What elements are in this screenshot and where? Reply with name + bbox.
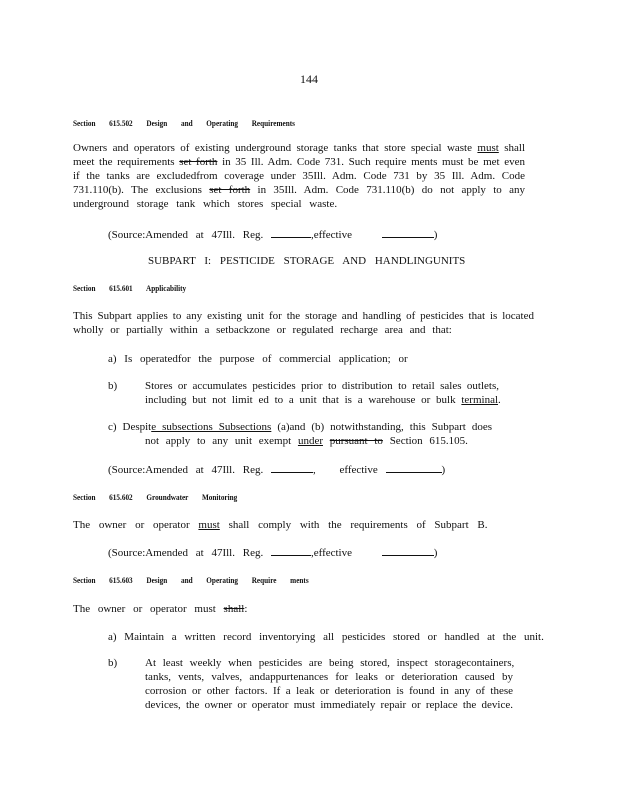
line: wholly or partially within a setbackzone or regulated recharge area and that: [73, 324, 452, 336]
line: tanks, vents, valves, andappurtenances for leaks or deterioration caused by [145, 671, 513, 683]
text: The owner or operator must [73, 603, 224, 615]
item-c-line2-615-601 [145, 434, 468, 448]
text: (a)and (b) notwithstanding, this Subpart does [271, 421, 492, 433]
text: 731.110(b). The exclusions [73, 184, 202, 196]
paragraph-615-502 [73, 141, 525, 211]
item-b-marker-615-601: b) [108, 380, 118, 392]
text: Owners and operators of existing underground storage tanks that store special waste [73, 142, 472, 154]
item-b-marker-615-603: b) [108, 657, 118, 669]
struck-text: shall [223, 603, 245, 615]
underlined-text: terminal [461, 394, 499, 406]
underlined-text: under [297, 435, 323, 447]
text: in 35Ill. Adm. Code 731.110(b) do not apply to any [250, 184, 526, 196]
source-text: (Source:Amended at 47Ill. Reg. [108, 547, 264, 559]
blank-line [382, 227, 434, 238]
section-heading-615-603: Section 615.603 Design and Operating Require ments [73, 575, 309, 585]
paragraph-615-601 [73, 309, 534, 337]
page-number: 144 [300, 72, 318, 86]
blank-line [271, 545, 311, 556]
line: devices, the owner or operator must immediately repair or replace the device. [145, 699, 513, 711]
item-b-615-601 [145, 379, 499, 407]
source-text: effective [339, 464, 378, 476]
source-text: ,effective [310, 547, 352, 559]
section-heading-615-602: Section 615.602 Groundwater Monitoring [73, 492, 238, 502]
text: : [244, 603, 248, 615]
text: The owner or operator [73, 519, 199, 531]
text: in 35 Ill. Adm. Code 731. Such require ments must be met even [217, 156, 525, 168]
item-a-615-603: a) Maintain a written record inventorying all pesticides stored or handled at the unit. [108, 631, 544, 643]
line [73, 141, 525, 155]
line [145, 393, 499, 407]
underlined-text: e subsections Subsections [151, 421, 272, 433]
item-c-615-601 [108, 420, 492, 434]
source-note-615-502 [108, 227, 437, 242]
line: Stores or accumulates pesticides prior to distribution to retail sales outlets, [145, 380, 499, 392]
subpart-title: SUBPART I: PESTICIDE STORAGE AND HANDLINGUNITS [148, 255, 466, 267]
text: meet the requirements [73, 156, 175, 168]
line: At least weekly when pesticides are being stored, inspect storagecontainers, [145, 657, 515, 669]
paragraph-615-603 [73, 602, 247, 616]
underlined-text: must [477, 142, 499, 154]
source-text: (Source:Amended at 47Ill. Reg. [108, 464, 264, 476]
struck-text: set forth [179, 156, 218, 168]
paragraph-615-602 [73, 518, 487, 532]
source-text: ) [441, 464, 446, 476]
text: including but not limit ed to a unit that is a warehouse or bulk [145, 394, 462, 406]
text: not apply to any unit exempt [145, 435, 298, 447]
text: c) Despit [108, 421, 152, 433]
source-text: ,effective [310, 229, 352, 241]
blank-line [271, 227, 311, 238]
section-heading-615-601: Section 615.601 Applicability [73, 283, 187, 293]
struck-text: set forth [209, 184, 251, 196]
line: This Subpart applies to any existing unit for the storage and handling of pesticides that is located [73, 310, 534, 322]
text: . [498, 394, 501, 406]
source-text: ) [433, 547, 438, 559]
blank-line [382, 545, 434, 556]
blank-line [386, 462, 442, 473]
blank-line [271, 462, 313, 473]
text: shall comply with the requirements of Subpart B. [219, 519, 488, 531]
text: Section 615.105. [382, 435, 468, 447]
text: shall [498, 142, 525, 154]
source-note-615-601 [108, 462, 445, 477]
source-text: (Source:Amended at 47Ill. Reg. [108, 229, 264, 241]
underlined-text: must [198, 519, 220, 531]
line [73, 155, 525, 169]
item-a-615-601: a) Is operatedfor the purpose of commercial application; or [108, 353, 408, 365]
line: corrosion or other factors. If a leak or deterioration is found in any of these [145, 685, 513, 697]
line [108, 420, 492, 434]
line: if the tanks are excludedfrom coverage under 35Ill. Adm. Code 731 by 35 Ill. Adm. Code [73, 170, 525, 182]
source-note-615-602 [108, 545, 437, 560]
line [73, 183, 525, 197]
line: underground storage tank which stores special waste. [73, 198, 338, 210]
source-text: , [312, 464, 316, 476]
source-text: ) [433, 229, 438, 241]
struck-text: pursuant to [329, 435, 383, 447]
item-b-615-603 [145, 656, 513, 712]
section-heading-615-502: Section 615.502 Design and Operating Requirements [73, 118, 295, 128]
